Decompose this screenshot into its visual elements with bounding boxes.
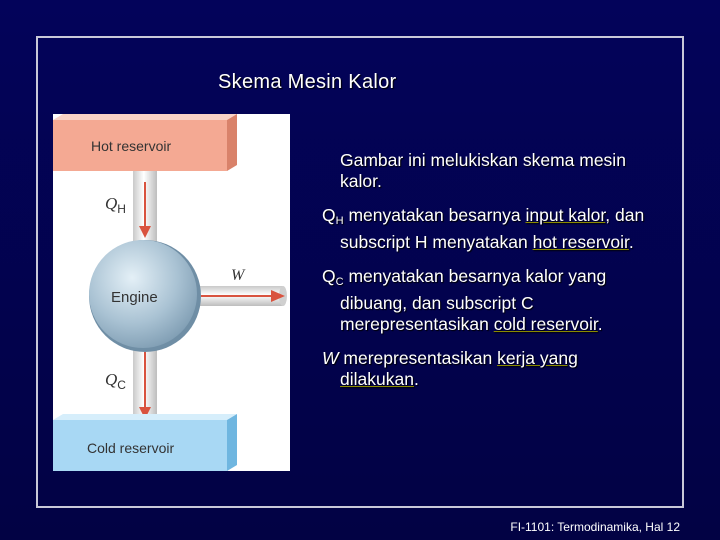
heat-engine-svg bbox=[53, 114, 290, 471]
hot-reservoir-label: Hot reservoir bbox=[91, 138, 172, 154]
explanation-text bbox=[322, 150, 652, 403]
w-label: W bbox=[231, 267, 245, 284]
paragraph-qh: $Q_H$ menyatakan besarnya input kalor, dan subscript H menyatakan hot reservoir. bbox=[322, 205, 645, 252]
engine-label: Engine bbox=[111, 289, 158, 306]
slide-footer: FI-1101: Termodinamika, Hal 12 bbox=[510, 520, 680, 534]
paragraph-w: W merepresentasikan kerja yang dilakukan. bbox=[322, 348, 578, 389]
paragraph-qc: $Q_C$ menyatakan besarnya kalor yang dibuang, dan subscript C merepresentasikan cold reservoir. bbox=[322, 266, 607, 334]
cold-reservoir-label: Cold reservoir bbox=[87, 440, 175, 456]
qc-label: $Q_C$ bbox=[105, 370, 126, 392]
heat-engine-diagram bbox=[53, 114, 290, 471]
slide-title: Skema Mesin Kalor bbox=[218, 71, 397, 93]
qh-label: $Q_H$ bbox=[105, 194, 126, 216]
paragraph-intro: Gambar ini melukiskan skema mesin kalor. bbox=[340, 150, 626, 191]
